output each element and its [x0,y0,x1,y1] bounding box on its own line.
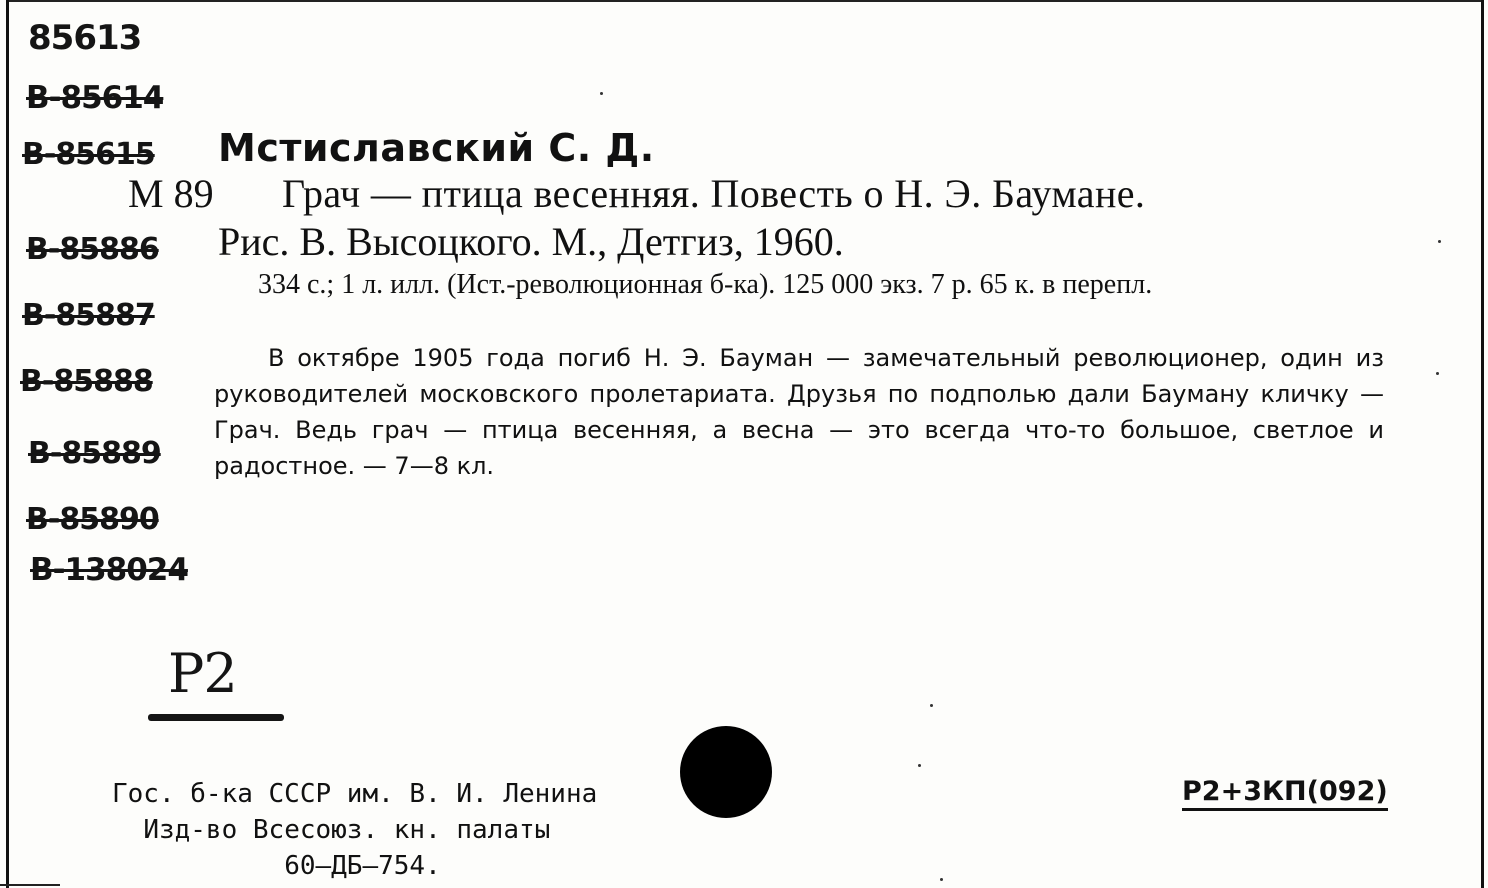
library-imprint [112,776,597,884]
author-heading: Мстиславский С. Д. [218,126,655,170]
collation: 334 с.; 1 л. илл. (Ист.-революционная б-ка). 125 000 экз. 7 р. 65 к. в перепл. [258,269,1153,300]
card-punch-hole [680,726,772,818]
scan-speck [1436,372,1439,375]
inventory-number-struck: В-85615 [22,137,155,172]
shelf-mark-underline [148,714,284,721]
scan-speck [930,704,933,707]
imprint-line: Изд-во Всесоюз. кн. палаты [143,815,551,845]
title-line: Рис. В. Высоцкого. М., Детгиз, 1960. [218,219,844,264]
card-right-edge [1481,0,1484,888]
inventory-number-struck: В-85888 [20,364,153,399]
imprint-line: 60—ДБ—754. [284,851,441,881]
inventory-number-struck: В-138024 [30,552,188,588]
card-top-edge [6,0,1484,2]
call-number: М 89 [128,171,214,216]
classification-code: Р2+3КП(092) [1182,776,1388,811]
inventory-number: 85613 [28,18,142,58]
inventory-number-struck: В-85889 [28,436,161,471]
inventory-number-struck: В-85887 [22,298,155,333]
shelf-mark: Р2 [168,642,237,705]
inventory-number-struck: В-85890 [26,502,159,537]
inventory-number-struck: В-85614 [26,80,164,116]
scan-speck [940,878,943,881]
scan-speck [600,92,603,95]
card-left-edge [6,0,9,888]
card-bottom-edge [0,884,60,886]
scan-speck [1438,240,1441,243]
title-line: Грач — птица весенняя. Повесть о Н. Э. Баумане. [282,171,1146,216]
inventory-number-struck: В-85886 [26,232,159,267]
scan-speck [918,764,921,767]
imprint-line: Гос. б-ка СССР им. В. И. Ленина [112,779,598,809]
annotation: В октябре 1905 года погиб Н. Э. Бауман — замечательный революционер, один из руководителей московского пролетариата. Друзья по подполью дали Бауману кличку — Грач. Ведь грач — птица весенняя, а весна — это всегда что-то большое, светлое и радостное. — 7—8 кл. [214,344,1384,480]
